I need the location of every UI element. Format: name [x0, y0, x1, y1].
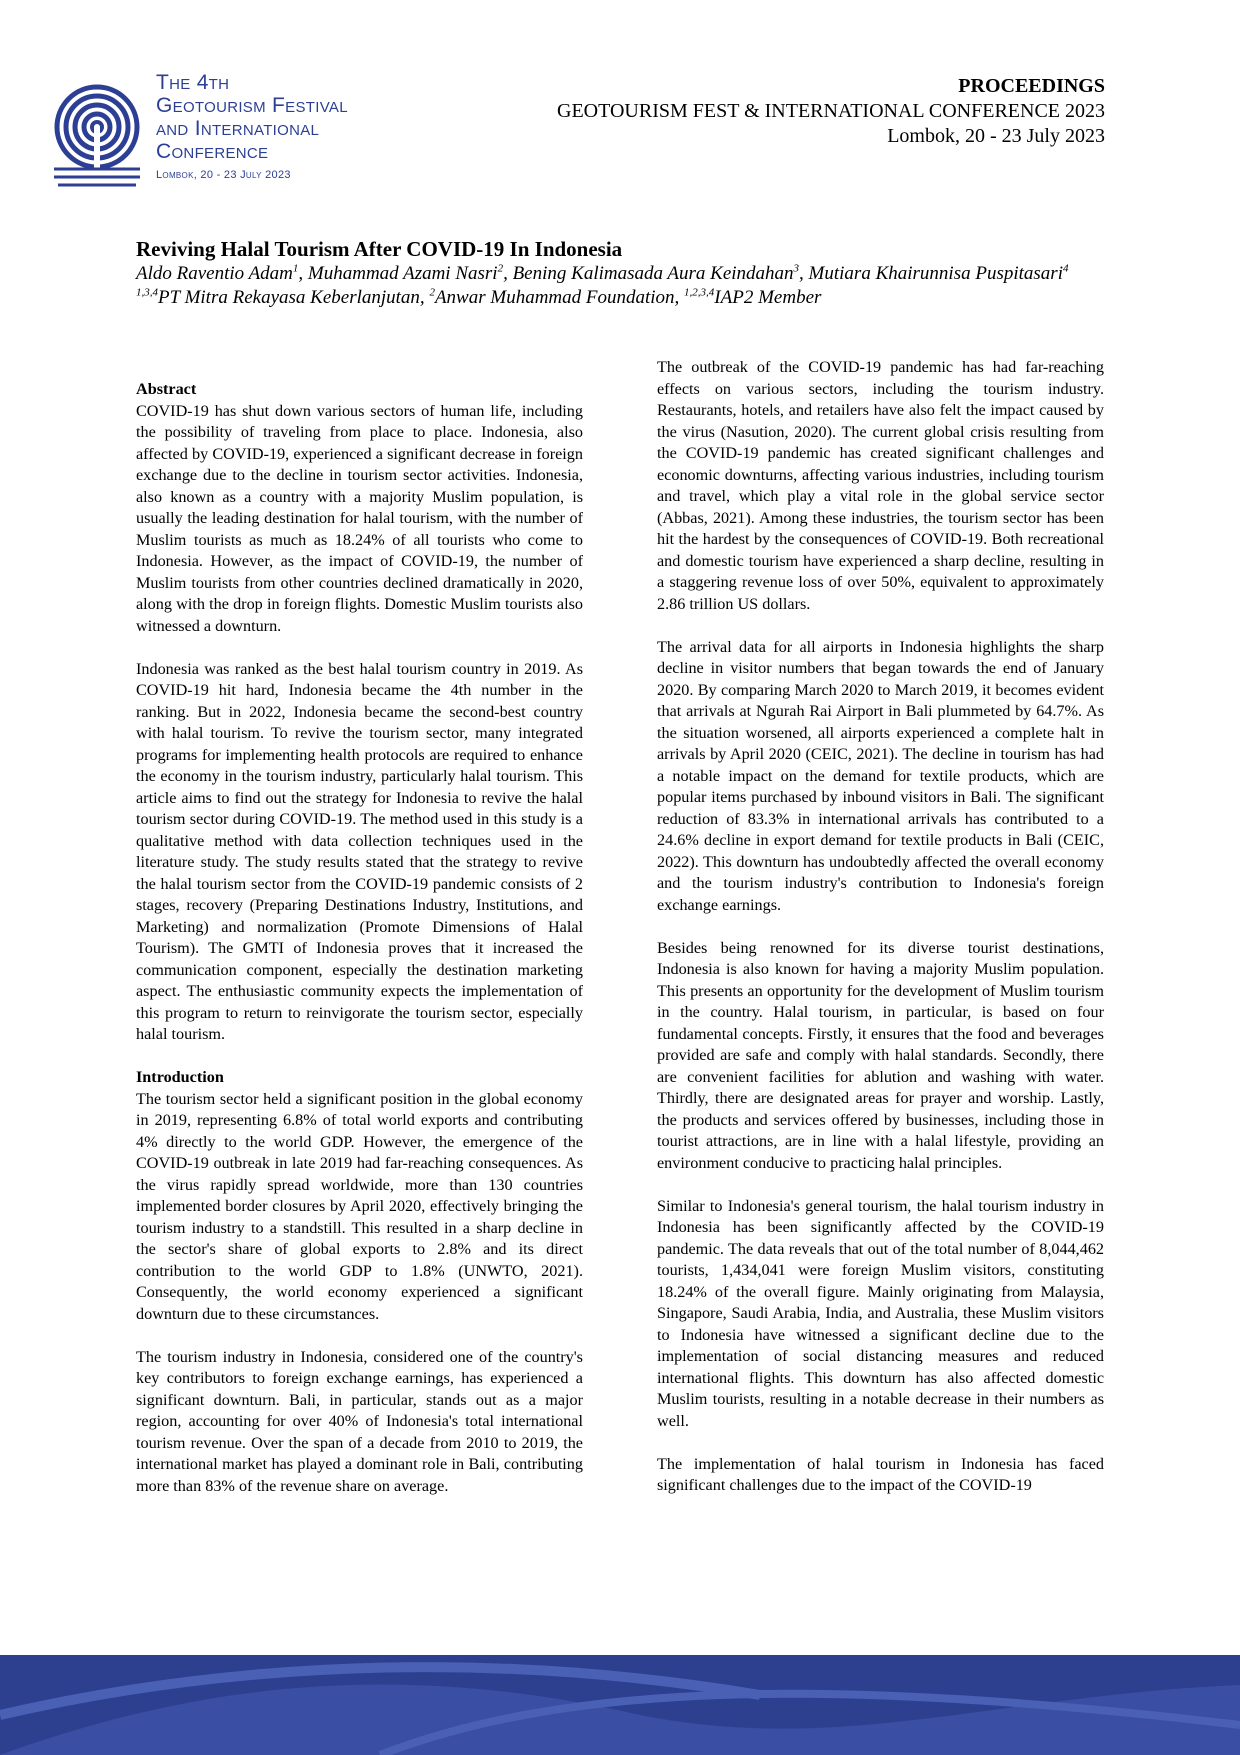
- proceedings-label: PROCEEDINGS: [958, 75, 1105, 97]
- proceedings-header: [557, 74, 1105, 149]
- right-column: [657, 357, 1104, 1518]
- paragraph: The arrival data for all airports in Indonesia highlights the sharp decline in visitor numbers that began towards the end of January 2020. By comparing March 2020 to March 2019, it becomes evident that arrivals at Ngurah Rai Airport in Bali plummeted by 64.7%. As the situation worsened, all airports experienced a complete halt in arrivals by April 2020 (CEIC, 2021). The decline in tourism has had a notable impact on the demand for textile products, which are popular items purchased by inbound visitors in Bali. The significant reduction of 83.3% in international arrivals has contributed to a 24.6% decline in export demand for textile products in Bali (CEIC, 2022). This downturn has undoubtedly affected the overall economy and the tourism industry's contribution to Indonesia's foreign exchange earnings.: [657, 637, 1104, 914]
- affiliation-list: [136, 286, 1106, 310]
- affiliation-name: PT Mitra Rekayasa Keberlanjutan,: [158, 287, 430, 308]
- paragraph: The implementation of halal tourism in Indonesia has faced significant challenges due to the impact of the COVID-19: [657, 1454, 1104, 1494]
- paragraph-text: The tourism industry in Indonesia, considered one of the country's key contributors to foreign exchange earnings, has experienced a significant downturn. Bali, in particular, stands out as a major region, accounting for over 40% of Indonesia's total international tourism revenue. Over the span of a decade from 2010 to 2019, the international market has played a dominant role in Bali, contributing more than 83% of the revenue share on average.: [136, 1347, 583, 1495]
- paragraph: Besides being renowned for its diverse tourist destinations, Indonesia is also known for having a majority Muslim population. This presents an opportunity for the development of Muslim tourism in the country. Halal tourism, in particular, is based on four fundamental concepts. Firstly, it ensures that the food and beverages provided are safe and comply with halal standards. Secondly, there are convenient facilities for ablution and washing with water. Thirdly, there are designated areas for prayer and worship. Lastly, the products and services offered by businesses, including those in tourist attractions, are in line with a halal lifestyle, providing an environment conducive to practicing halal principles.: [657, 938, 1104, 1172]
- conference-logo: [52, 57, 382, 197]
- logo-text: [156, 71, 348, 181]
- author-name: Aldo Raventio Adam: [136, 263, 293, 284]
- logo-date: Lombok, 20 - 23 July 2023: [156, 169, 291, 181]
- event-place-date: Lombok, 20 - 23 July 2023: [887, 125, 1105, 147]
- section-heading: Abstract: [136, 380, 197, 398]
- logo-line-2: Geotourism Festival: [156, 94, 348, 117]
- author-sup: 1: [292, 262, 299, 275]
- paragraph: The outbreak of the COVID-19 pandemic has had far-reaching effects on various sectors, including the tourism industry. Restaurants, hotels, and retailers have also felt the impact caused by the virus (Nasution, 2020). The current global crisis resulting from the COVID-19 pandemic has created significant challenges and economic downturns, affecting various industries, including tourism and travel, which play a vital role in the global service sector (Abbas, 2021). Among these industries, the tourism sector has been hit the hardest by the consequences of COVID-19. Both recreational and domestic tourism have experienced a sharp decline, resulting in a staggering revenue loss of over 50%, equivalent to approximately 2.86 trillion US dollars.: [657, 358, 1104, 613]
- affiliation-sup: 2: [429, 286, 435, 299]
- author-name: Mutiara Khairunnisa Puspitasari: [808, 263, 1063, 284]
- logo-line-1: The 4th: [156, 71, 230, 94]
- concentric-circles-logo-icon: [52, 57, 142, 197]
- title-block: [136, 236, 1106, 310]
- left-column: [136, 379, 583, 1519]
- affiliation-name: IAP2 Member: [714, 287, 822, 308]
- logo-line-3: and International: [156, 117, 320, 140]
- footer-wave-decoration: [0, 1655, 1240, 1755]
- author-list: Aldo Raventio Adam$^1$, Muhammad Azami Nasri$^2$, Bening Kalimasada Aura Keindahan$^3$, Mutiara Khairunnisa Puspitasari$^4$: [136, 262, 1069, 284]
- paragraph-text: COVID-19 has shut down various sectors of human life, including the possibility of traveling from place to place. Indonesia, also affected by COVID-19, experienced a significant decrease in foreign exchange due to the decline in tourism sector activities. Indonesia, also known as a country with a majority Muslim population, is usually the leading destination for halal tourism, with the number of Muslim tourists as much as 18.24% of all tourists who come to Indonesia. However, as the impact of COVID-19, the number of Muslim tourists from other countries declined dramatically in 2020, along with the drop in foreign flights. Domestic Muslim tourists also witnessed a downturn.: [136, 401, 583, 635]
- paragraph-text: The tourism sector held a significant position in the global economy in 2019, representing 6.8% of total world exports and contributing 4% directly to the world GDP. However, the emergence of the COVID-19 outbreak in late 2019 had far-reaching consequences. As the virus rapidly spread worldwide, more than 130 countries implemented border closures by April 2020, effectively bringing the tourism industry to a standstill. This resulted in a sharp decline in the sector's share of global exports to 2.8% and its direct contribution to the world GDP to 1.8% (UNWTO, 2021). Consequently, the world economy experienced a significant downturn due to these circumstances.: [136, 1089, 583, 1323]
- paragraph: [136, 1347, 583, 1498]
- event-name: GEOTOURISM FEST & INTERNATIONAL CONFERENCE 2023: [557, 100, 1105, 122]
- author-name: Muhammad Azami Nasri: [307, 263, 498, 284]
- affiliation-sup: 1,2,3,4: [684, 286, 715, 299]
- paragraph: [136, 379, 583, 637]
- affiliation-sup: 1,3,4: [136, 286, 158, 299]
- paragraph: Similar to Indonesia's general tourism, the halal tourism industry in Indonesia has been significantly affected by the COVID-19 pandemic. The data reveals that out of the total number of 8,044,462 tourists, 1,434,041 were foreign Muslim visitors, constituting 18.24% of the overall figure. Mainly originating from Malaysia, Singapore, Saudi Arabia, India, and Australia, these Muslim visitors to Indonesia have witnessed a significant decline due to the implementation of social distancing measures and reduced international flights. This downturn has also affected domestic Muslim tourists, resulting in a notable decrease in their numbers as well.: [657, 1196, 1104, 1430]
- author-sup: 3: [793, 262, 800, 275]
- paragraph: [136, 1067, 583, 1325]
- author-sup: 4: [1062, 262, 1069, 275]
- author-sup: 2: [497, 262, 504, 275]
- paragraph: [136, 659, 583, 1046]
- affiliation-name: Anwar Muhammad Foundation,: [434, 287, 685, 308]
- logo-line-4: Conference: [156, 140, 269, 163]
- author-name: Bening Kalimasada Aura Keindahan: [512, 263, 794, 284]
- footer-band: [0, 1655, 1240, 1755]
- paragraph-text: Indonesia was ranked as the best halal tourism country in 2019. As COVID-19 hit hard, Indonesia became the 4th number in the ranking. But in 2022, Indonesia became the second-best country with halal tourism. To revive the tourism sector, many integrated programs for implementing health protocols are required to enhance the economy in the tourism industry, particularly halal tourism. This article aims to find out the strategy for Indonesia to revive the halal tourism sector during COVID-19. The method used in this study is a qualitative method with data collection techniques used in the literature study. The study results stated that the strategy to revive the halal tourism sector from the COVID-19 pandemic consists of 2 stages, recovery (Preparing Destinations Industry, Institutions, and Marketing) and normalization (Promote Dimensions of Halal Tourism). The GMTI of Indonesia proves that it increased the communication component, especially the destination marketing aspect. The enthusiastic community expects the implementation of this program to return to reinvigorate the tourism sector, especially halal tourism.: [136, 659, 583, 1043]
- section-heading: Introduction: [136, 1068, 224, 1086]
- paper-title: Reviving Halal Tourism After COVID-19 In Indonesia: [136, 237, 623, 261]
